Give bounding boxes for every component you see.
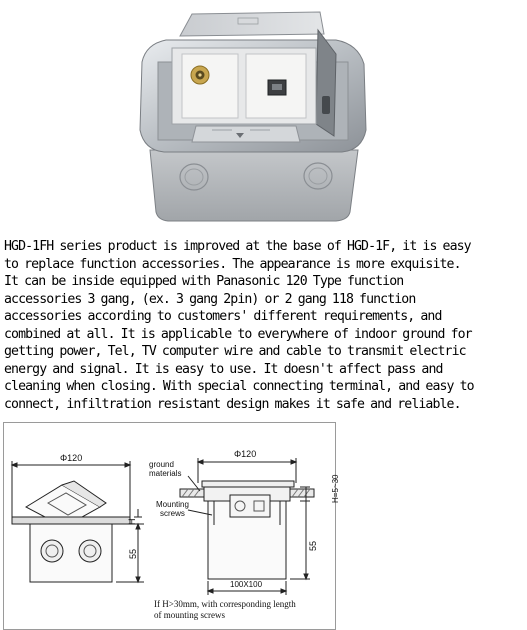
note-line1: If H>30mm, with corresponding length [154,599,296,609]
right-width-label: Φ120 [234,449,257,459]
right-depth-label: 55 [308,540,318,551]
left-width-label: Φ120 [60,453,83,463]
mounting-label-line2: screws [160,509,185,518]
description-line: HGD-1FH series product is improved at the base of HGD-1F, it is easy [4,239,471,254]
description-line: accessories 3 gang, (ex. 3 gang 2pin) or 2 gang 118 function [4,291,416,307]
left-depth-label: 55 [128,548,138,559]
left-h-label: H [127,518,137,525]
product-description [4,238,526,413]
description-line: accessories according to customers' different requirements, and [4,309,442,324]
note-line2: of mounting screws [154,610,225,620]
description-line: getting power, Tel, TV computer wire and cable to transmit electric [4,344,466,359]
description-line: to replace function accessories. The appearance is more exquisite. [4,256,461,272]
product-photo [122,0,384,232]
description-line: It can be inside equipped with Panasonic 120 Type function [4,274,404,289]
base-size-label: 100X100 [230,580,263,589]
description-line: connect, infiltration resistant design makes it safe and reliable. [4,396,461,412]
mounting-label-line1: Mounting [156,500,189,509]
description-line: combined at all. It is applicable to everywhere of indoor ground for [4,326,472,342]
ground-label-line2: materials [149,469,182,478]
dimension-drawing [3,422,340,630]
description-line: energy and signal. It is easy to use. It doesn't affect pass and [4,361,443,377]
drawing-canvas [4,423,340,629]
right-view [180,458,314,595]
h-range-label: H=5~30 [331,474,340,503]
description-line: cleaning when closing. With special connecting terminal, and easy to [4,379,474,394]
ground-label-line1: ground [149,460,174,469]
left-view [12,461,144,582]
